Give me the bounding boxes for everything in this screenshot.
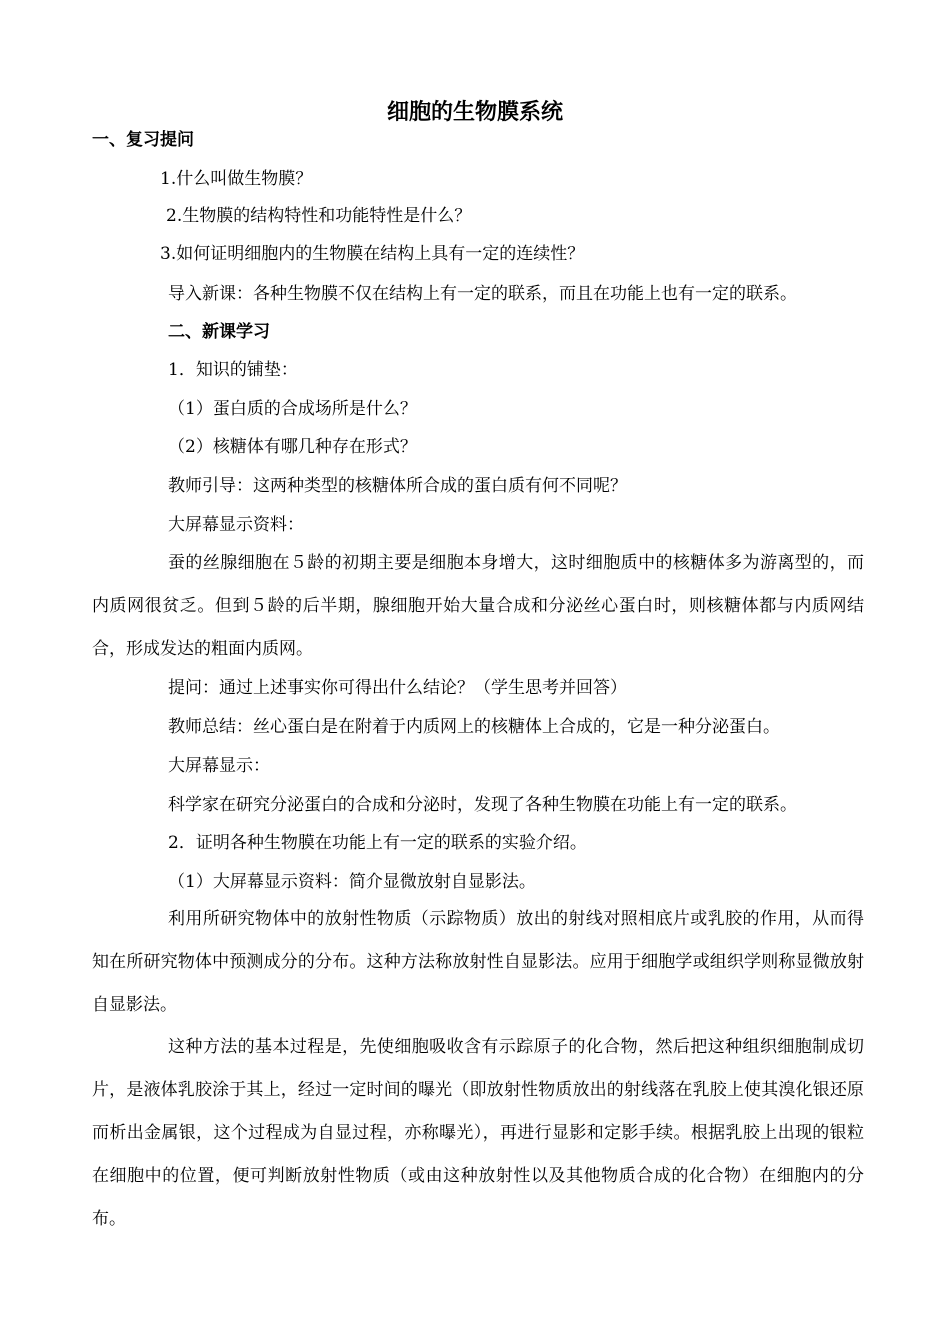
silk-gland-paragraph: 蚕的丝腺细胞在５龄的初期主要是细胞本身增大，这时细胞质中的核糖体多为游离型的，而内质网很贫乏。但到５龄的后半期，腺细胞开始大量合成和分泌丝心蛋白时，则核糖体都与内质网结合，形成发达的粗面内质网。 [92,553,864,659]
method-paragraph-1: 利用所研究物体中的放射性物质（示踪物质）放出的射线对照相底片或乳胶的作用，从而得知在所研究物体中预测成分的分布。这种方法称放射性自显影法。应用于细胞学或组织学则称显微放射自显影法。 [92,909,864,1015]
review-question-1: 1.什么叫做生物膜？ [160,169,313,189]
experiment-heading: 2．证明各种生物膜在功能上有一定的联系的实验介绍。 [168,833,587,853]
teacher-guide: 教师引导：这两种类型的核糖体所合成的蛋白质有何不同呢？ [168,476,627,496]
screen-display-label: 大屏幕显示： [168,756,270,776]
screen-material-label: 大屏幕显示资料： [168,515,304,535]
review-question-3: 3.如何证明细胞内的生物膜在结构上具有一定的连续性？ [160,244,585,264]
review-question-2: 2.生物膜的结构特性和功能特性是什么？ [166,206,472,226]
review-heading: 一、复习提问 [92,130,194,150]
knowledge-question-2: （2）核糖体有哪几种存在形式？ [168,437,417,457]
document-title: 细胞的生物膜系统 [386,100,563,125]
intro-text: 导入新课：各种生物膜不仅在结构上有一定的联系，而且在功能上也有一定的联系。 [168,284,797,304]
scientist-finding: 科学家在研究分泌蛋白的合成和分泌时，发现了各种生物膜在功能上有一定的联系。 [168,795,797,815]
autoradiography-intro: （1）大屏幕显示资料：简介显微放射自显影法。 [168,872,536,892]
new-lesson-heading: 二、新课学习 [168,322,270,342]
knowledge-heading: 1．知识的铺垫： [168,360,298,380]
knowledge-question-1: （1）蛋白质的合成场所是什么？ [168,399,417,419]
teacher-summary: 教师总结：丝心蛋白是在附着于内质网上的核糖体上合成的，它是一种分泌蛋白。 [168,717,780,737]
question-prompt: 提问：通过上述事实你可得出什么结论？（学生思考并回答） [168,678,627,698]
method-paragraph-2: 这种方法的基本过程是，先使细胞吸收含有示踪原子的化合物，然后把这种组织细胞制成切片，是液体乳胶涂于其上，经过一定时间的曝光（即放射性物质放出的射线落在乳胶上使其溴化银还原而析出金属银，这个过程成为自显过程，亦称曝光），再进行显影和定影手续。根据乳胶上出现的银粒在细胞中的位置，便可判断放射性物质（或由这种放射性以及其他物质合成的化合物）在细胞内的分布。 [92,1037,864,1229]
